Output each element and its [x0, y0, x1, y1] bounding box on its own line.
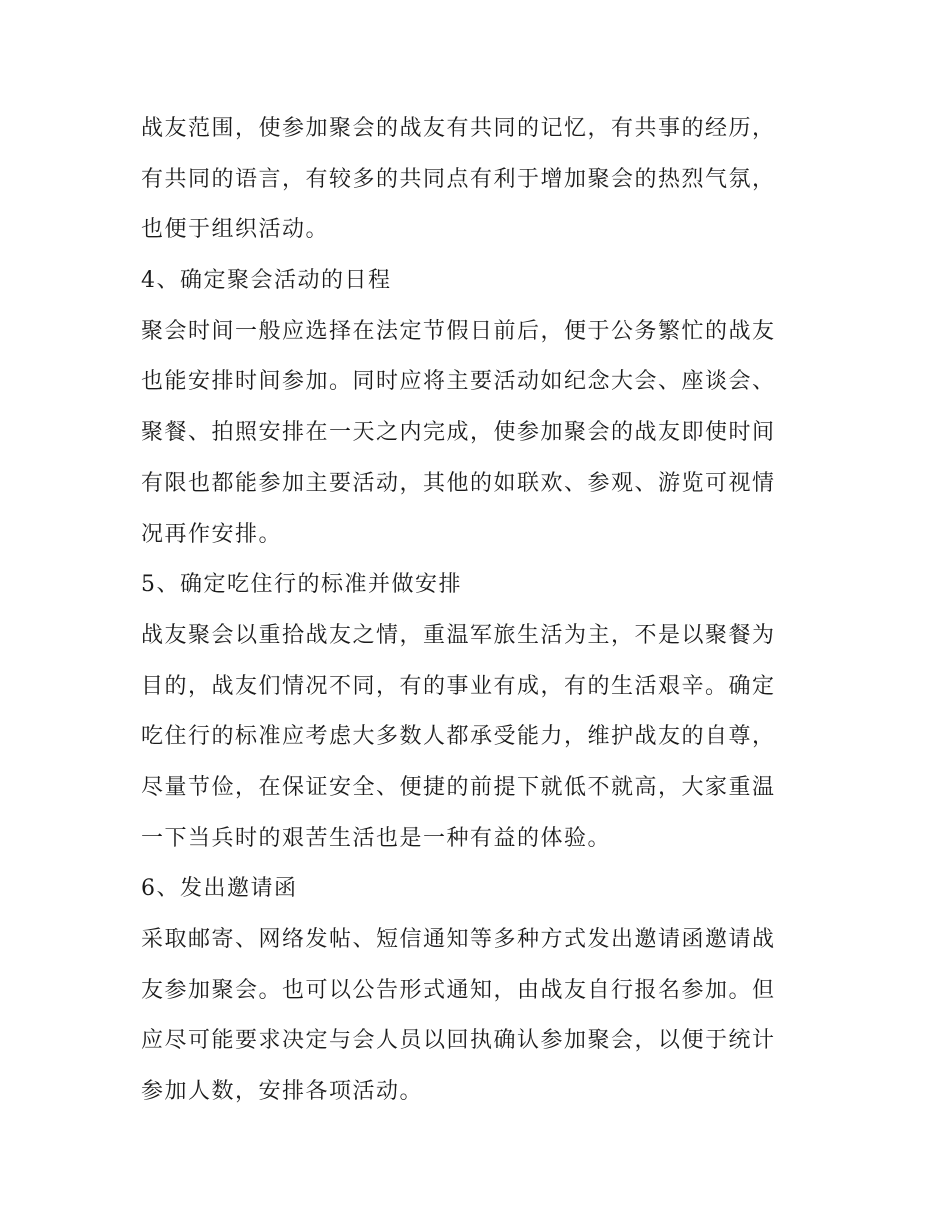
paragraph-line: 吃住行的标准应考虑大多数人都承受能力，维护战友的自尊，	[141, 724, 776, 750]
paragraph-line: 尽量节俭，在保证安全、便捷的前提下就低不就高，大家重温	[141, 774, 776, 800]
paragraph-line: 采取邮寄、网络发帖、短信通知等多种方式发出邀请函邀请战	[141, 927, 776, 952]
section-heading: 6、发出邀请函	[141, 876, 298, 902]
paragraph-line: 有共同的语言，有较多的共同点有利于增加聚会的热烈气氛，	[141, 166, 776, 192]
paragraph-line: 友参加聚会。也可以公告形式通知，由战友自行报名参加。但	[141, 977, 776, 1003]
paragraph-line: 一下当兵时的艰苦生活也是一种有益的体验。	[141, 825, 612, 851]
paragraph-line: 聚会时间一般应选择在法定节假日前后，便于公务繁忙的战友	[141, 318, 776, 344]
paragraph-line: 况再作安排。	[141, 521, 283, 547]
paragraph-line: 目的，战友们情况不同，有的事业有成，有的生活艰辛。确定	[141, 673, 776, 699]
paragraph-line: 参加人数，安排各项活动。	[141, 1079, 424, 1105]
section-heading: 5、确定吃住行的标准并做安排	[141, 572, 462, 598]
document-body	[141, 110, 821, 1124]
paragraph-line: 战友聚会以重拾战友之情，重温军旅生活为主，不是以聚餐为	[141, 622, 776, 648]
paragraph-line: 应尽可能要求决定与会人员以回执确认参加聚会，以便于统计	[141, 1028, 776, 1054]
paragraph-line: 也能安排时间参加。同时应将主要活动如纪念大会、座谈会、	[141, 369, 776, 395]
section-heading: 4、确定聚会活动的日程	[141, 268, 392, 294]
paragraph-line: 战友范围，使参加聚会的战友有共同的记忆，有共事的经历，	[141, 116, 776, 141]
paragraph-line: 也便于组织活动。	[141, 217, 330, 243]
paragraph-line: 聚餐、拍照安排在一天之内完成，使参加聚会的战友即使时间	[141, 420, 776, 446]
paragraph-line: 有限也都能参加主要活动，其他的如联欢、参观、游览可视情	[141, 470, 776, 496]
